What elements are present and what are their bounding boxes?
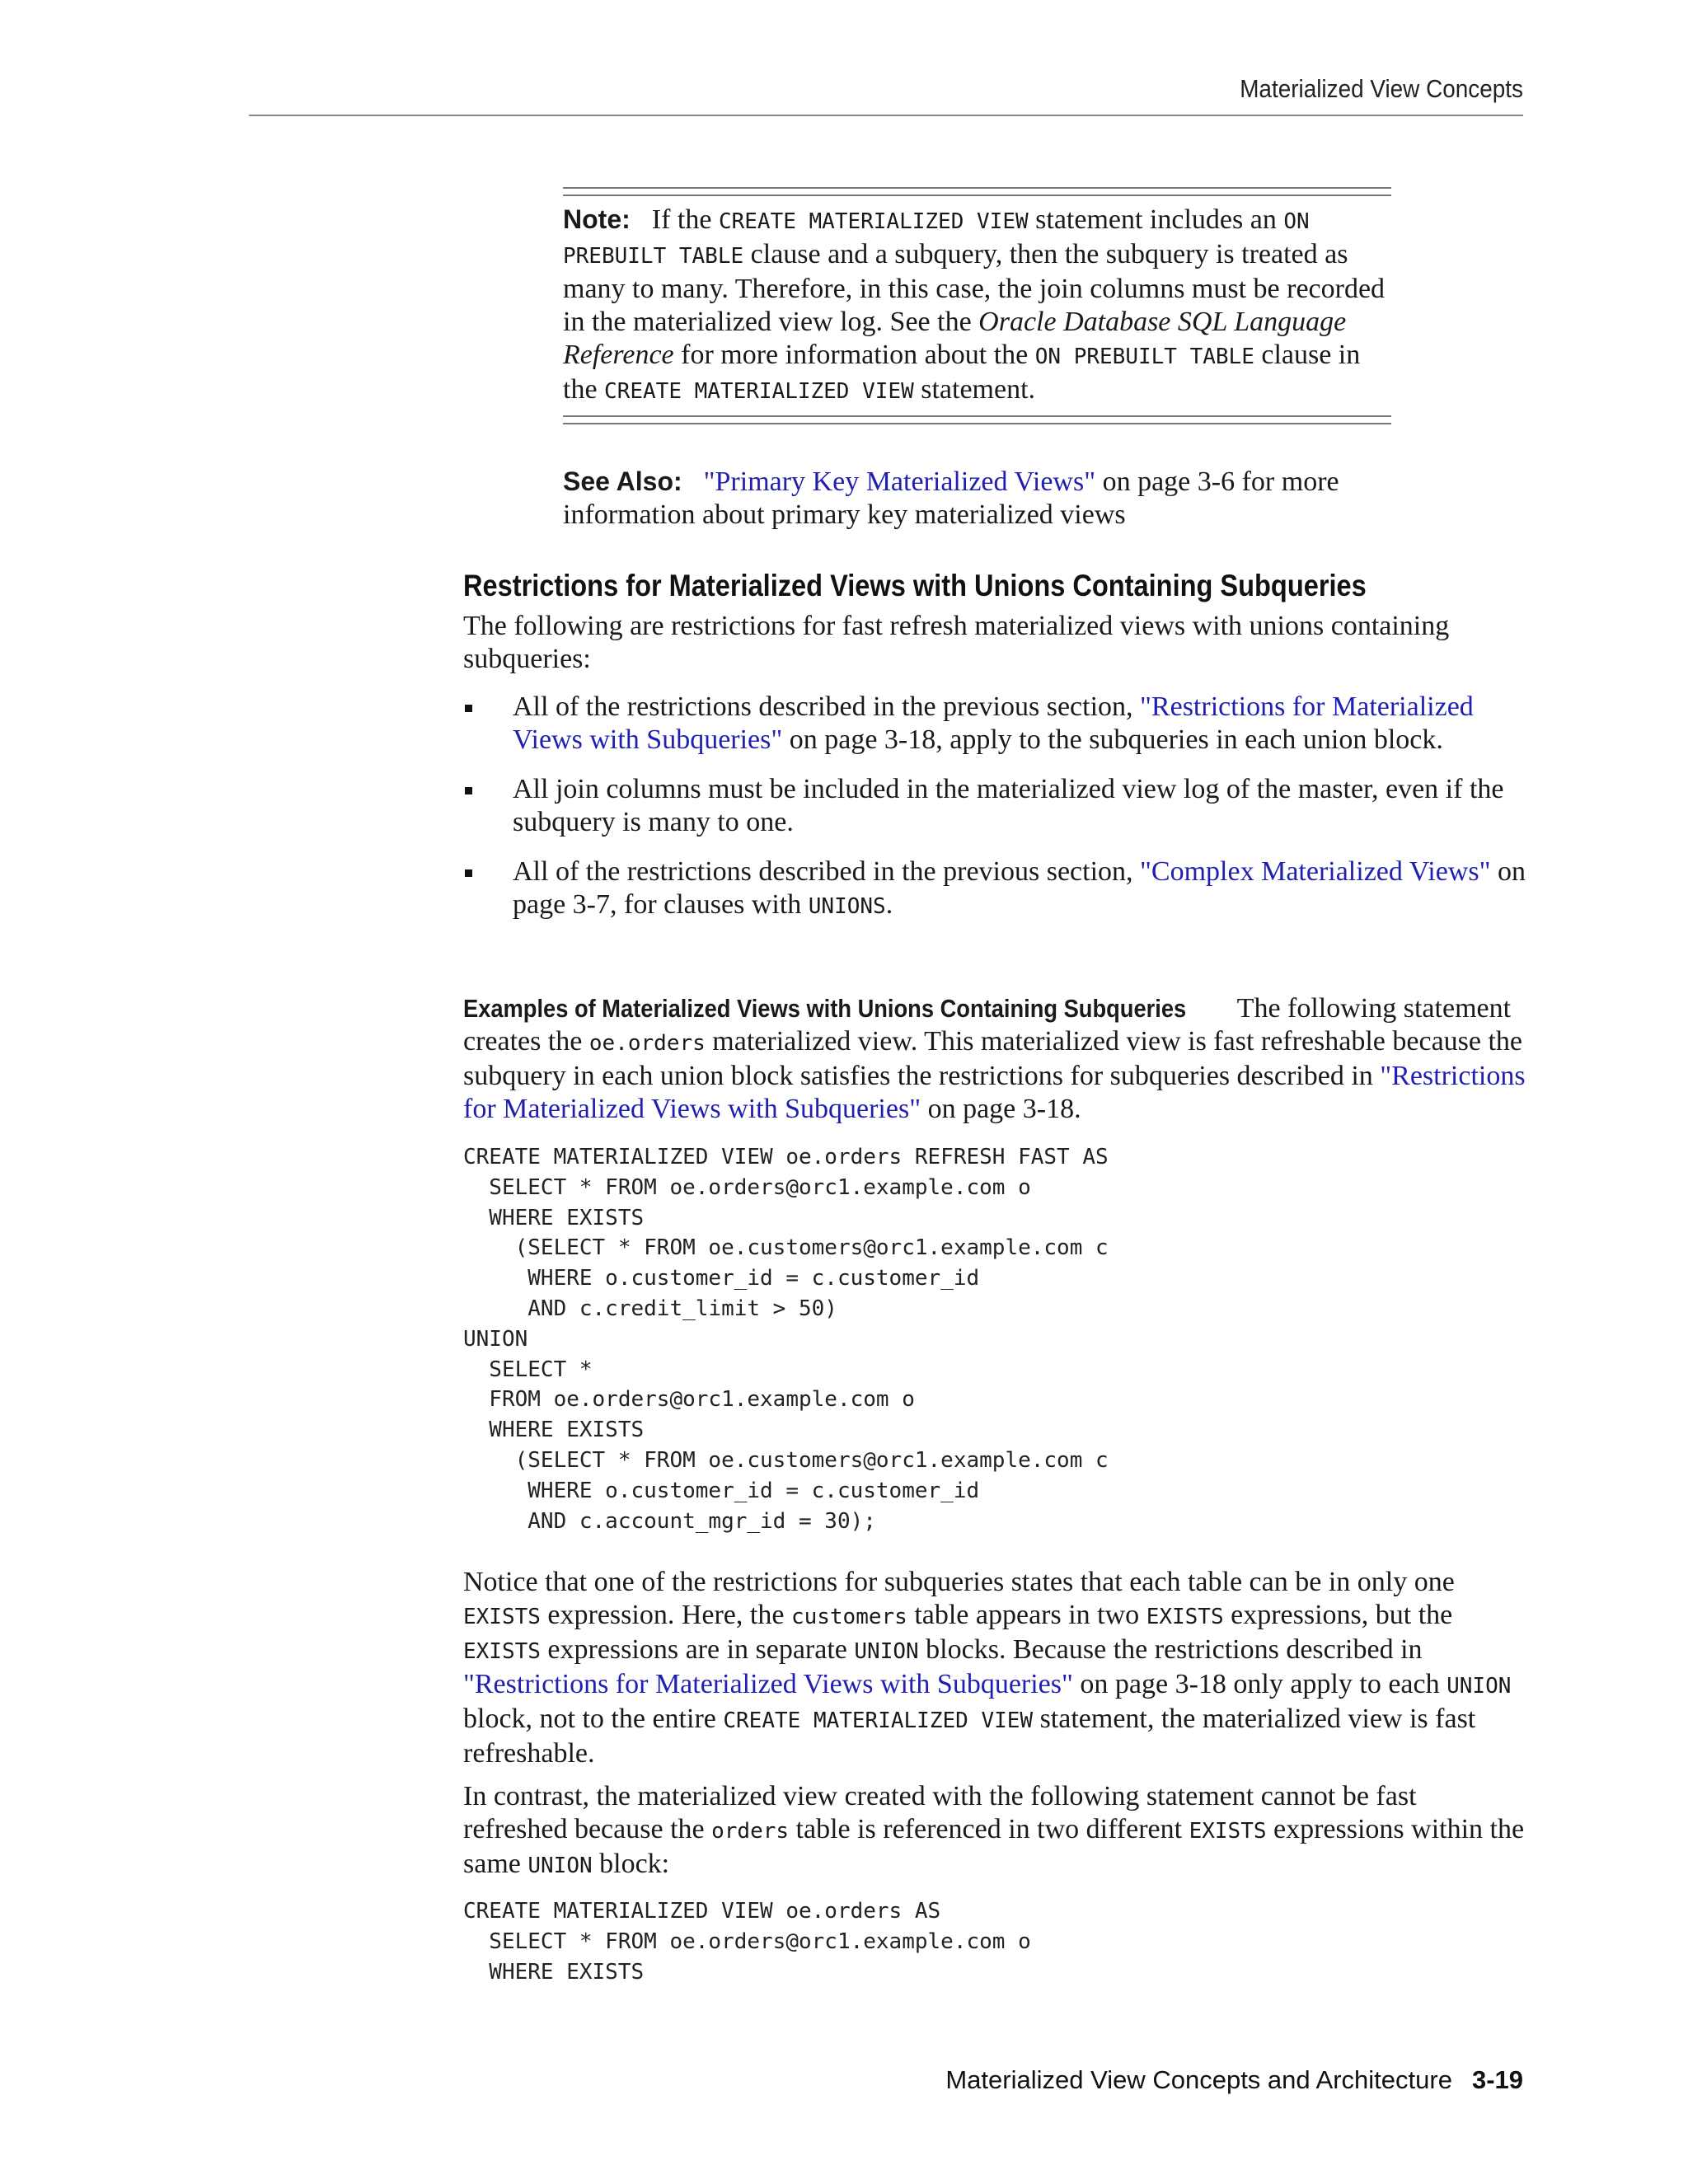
- note-text: statement.: [913, 374, 1036, 405]
- note-code: ON PREBUILT TABLE: [1034, 344, 1254, 369]
- paragraph-text: on page 3-18 only apply to each: [1072, 1669, 1447, 1699]
- paragraph-text: on page 3-18.: [921, 1094, 1081, 1124]
- paragraph-text: blocks. Because the restrictions described in: [918, 1634, 1423, 1665]
- inline-code: EXISTS: [463, 1605, 541, 1629]
- list-item-text: All of the restrictions described in the previous section,: [513, 691, 1141, 722]
- list-item-text: All join columns must be included in the materialized view log of the master, even if the subquery is many to one.: [513, 774, 1504, 837]
- note-code: CREATE MATERIALIZED VIEW: [604, 379, 914, 404]
- page-number: 3-19: [1471, 2065, 1523, 2094]
- note-code: ON PREBUILT TABLE: [563, 209, 1310, 269]
- restrictions-list: [463, 691, 1526, 940]
- paragraph-text: statement, the materialized view is fast refreshable.: [463, 1704, 1476, 1769]
- see-also-block: [563, 465, 1395, 532]
- see-also-link[interactable]: "Primary Key Materialized Views": [703, 466, 1096, 497]
- section-heading: Restrictions for Materialized Views with Unions Containing Subqueries: [463, 569, 1367, 602]
- inline-code: EXISTS: [463, 1639, 541, 1664]
- bullet-square-icon: [465, 787, 472, 794]
- bullet-square-icon: [465, 869, 472, 877]
- inline-code: EXISTS: [1146, 1605, 1224, 1629]
- list-item-text: .: [885, 889, 893, 920]
- inline-code: CREATE MATERIALIZED VIEW: [723, 1708, 1034, 1733]
- list-item-text: All of the restrictions described in the previous section,: [513, 856, 1141, 887]
- intro-paragraph: The following are restrictions for fast refresh materialized views with unions containing subqueries:: [463, 611, 1450, 674]
- note-text: If the: [651, 204, 719, 235]
- examples-run-in-heading: Examples of Materialized Views with Unions Containing Subqueries: [463, 994, 1187, 1023]
- code-example-2: CREATE MATERIALIZED VIEW oe.orders AS SELECT * FROM oe.orders@orc1.example.com o WHERE EXISTS: [463, 1899, 1031, 1985]
- paragraph-text: The following statement creates the: [463, 993, 1512, 1057]
- inline-code: UNIONS: [808, 894, 886, 919]
- note-text: clause in the: [563, 340, 1361, 405]
- cross-reference-link[interactable]: "Complex Materialized Views": [1140, 856, 1491, 887]
- paragraph-text: expressions within the same: [463, 1814, 1525, 1879]
- bullet-square-icon: [465, 705, 472, 712]
- page-footer: [945, 2065, 1523, 2095]
- paragraph-text: table appears in two: [907, 1600, 1146, 1630]
- list-item-text: on page 3-7, for clauses with: [513, 856, 1526, 920]
- inline-code: oe.orders: [588, 1031, 706, 1056]
- running-header: Materialized View Concepts: [1240, 74, 1523, 103]
- inline-code: UNION: [1447, 1674, 1512, 1699]
- note-block: [563, 203, 1395, 408]
- paragraph-text: expression. Here, the: [540, 1600, 791, 1630]
- cross-reference-link[interactable]: "Restrictions for Materialized Views with Subqueries": [463, 1061, 1526, 1124]
- inline-code: UNION: [854, 1639, 919, 1664]
- note-code: CREATE MATERIALIZED VIEW: [718, 209, 1029, 234]
- inline-code: UNION: [528, 1854, 593, 1878]
- paragraph-text: expressions, but the: [1223, 1600, 1453, 1630]
- note-text: for more information about the: [673, 340, 1035, 370]
- inline-code: EXISTS: [1189, 1819, 1267, 1844]
- list-item: [463, 855, 1526, 923]
- note-top-rule: [563, 187, 1391, 196]
- note-label: Note:: [563, 204, 631, 234]
- paragraph-text: materialized view. This materialized view is fast refreshable because the subquery in each union block satisfies the restrictions for subqueries described in: [463, 1026, 1523, 1091]
- note-book-reference: Oracle Database SQL Language Reference: [563, 307, 1347, 370]
- paragraph-text: block, not to the entire: [463, 1704, 724, 1734]
- paragraph-text: Notice that one of the restrictions for subqueries states that each table can be in only one: [463, 1567, 1455, 1597]
- footer-title: Materialized View Concepts and Architecture: [945, 2065, 1452, 2094]
- cross-reference-link[interactable]: "Restrictions for Materialized Views with Subqueries": [513, 691, 1474, 755]
- paragraph-text: In contrast, the materialized view created with the following statement cannot be fast refreshed because the: [463, 1781, 1417, 1844]
- paragraph-text: table is referenced in two different: [789, 1814, 1189, 1844]
- inline-code: orders: [711, 1819, 790, 1844]
- paragraph-text: block:: [592, 1849, 670, 1879]
- see-also-label: See Also:: [563, 466, 682, 496]
- note-text: clause and a subquery, then the subquery is treated as many to many. Therefore, in this case, the join columns must be recorded in the materialized view log. See the: [563, 239, 1386, 337]
- list-item-text: on page 3-18, apply to the subqueries in each union block.: [782, 724, 1443, 755]
- header-rule: [249, 115, 1523, 116]
- examples-paragraph: [463, 992, 1526, 1126]
- inline-code: customers: [790, 1605, 907, 1629]
- list-item: [463, 773, 1526, 839]
- contrast-paragraph: [463, 1780, 1526, 1882]
- code-example-1: CREATE MATERIALIZED VIEW oe.orders REFRESH FAST AS SELECT * FROM oe.orders@orc1.example.com o WHERE EXISTS (SELECT * FROM oe.customers@orc1.example.com c WHERE o.customer_id = c.customer_id AND c.credit_limit > 50) UNION SELECT * FROM oe.orders@orc1.example.com o WHERE EXISTS (SELECT * FROM oe.customers@orc1.example.com c WHERE o.customer_id = c.customer_id AND c.account_mgr_id = 30);: [463, 1145, 1109, 1534]
- paragraph-text: expressions are in separate: [540, 1634, 855, 1665]
- list-item: [463, 691, 1526, 757]
- note-text: statement includes an: [1028, 204, 1284, 235]
- notice-paragraph: [463, 1566, 1526, 1770]
- cross-reference-link[interactable]: "Restrictions for Materialized Views with Subqueries": [463, 1669, 1073, 1699]
- note-bottom-rule: [563, 415, 1391, 424]
- see-also-text: on page 3-6 for more information about primary key materialized views: [563, 466, 1339, 530]
